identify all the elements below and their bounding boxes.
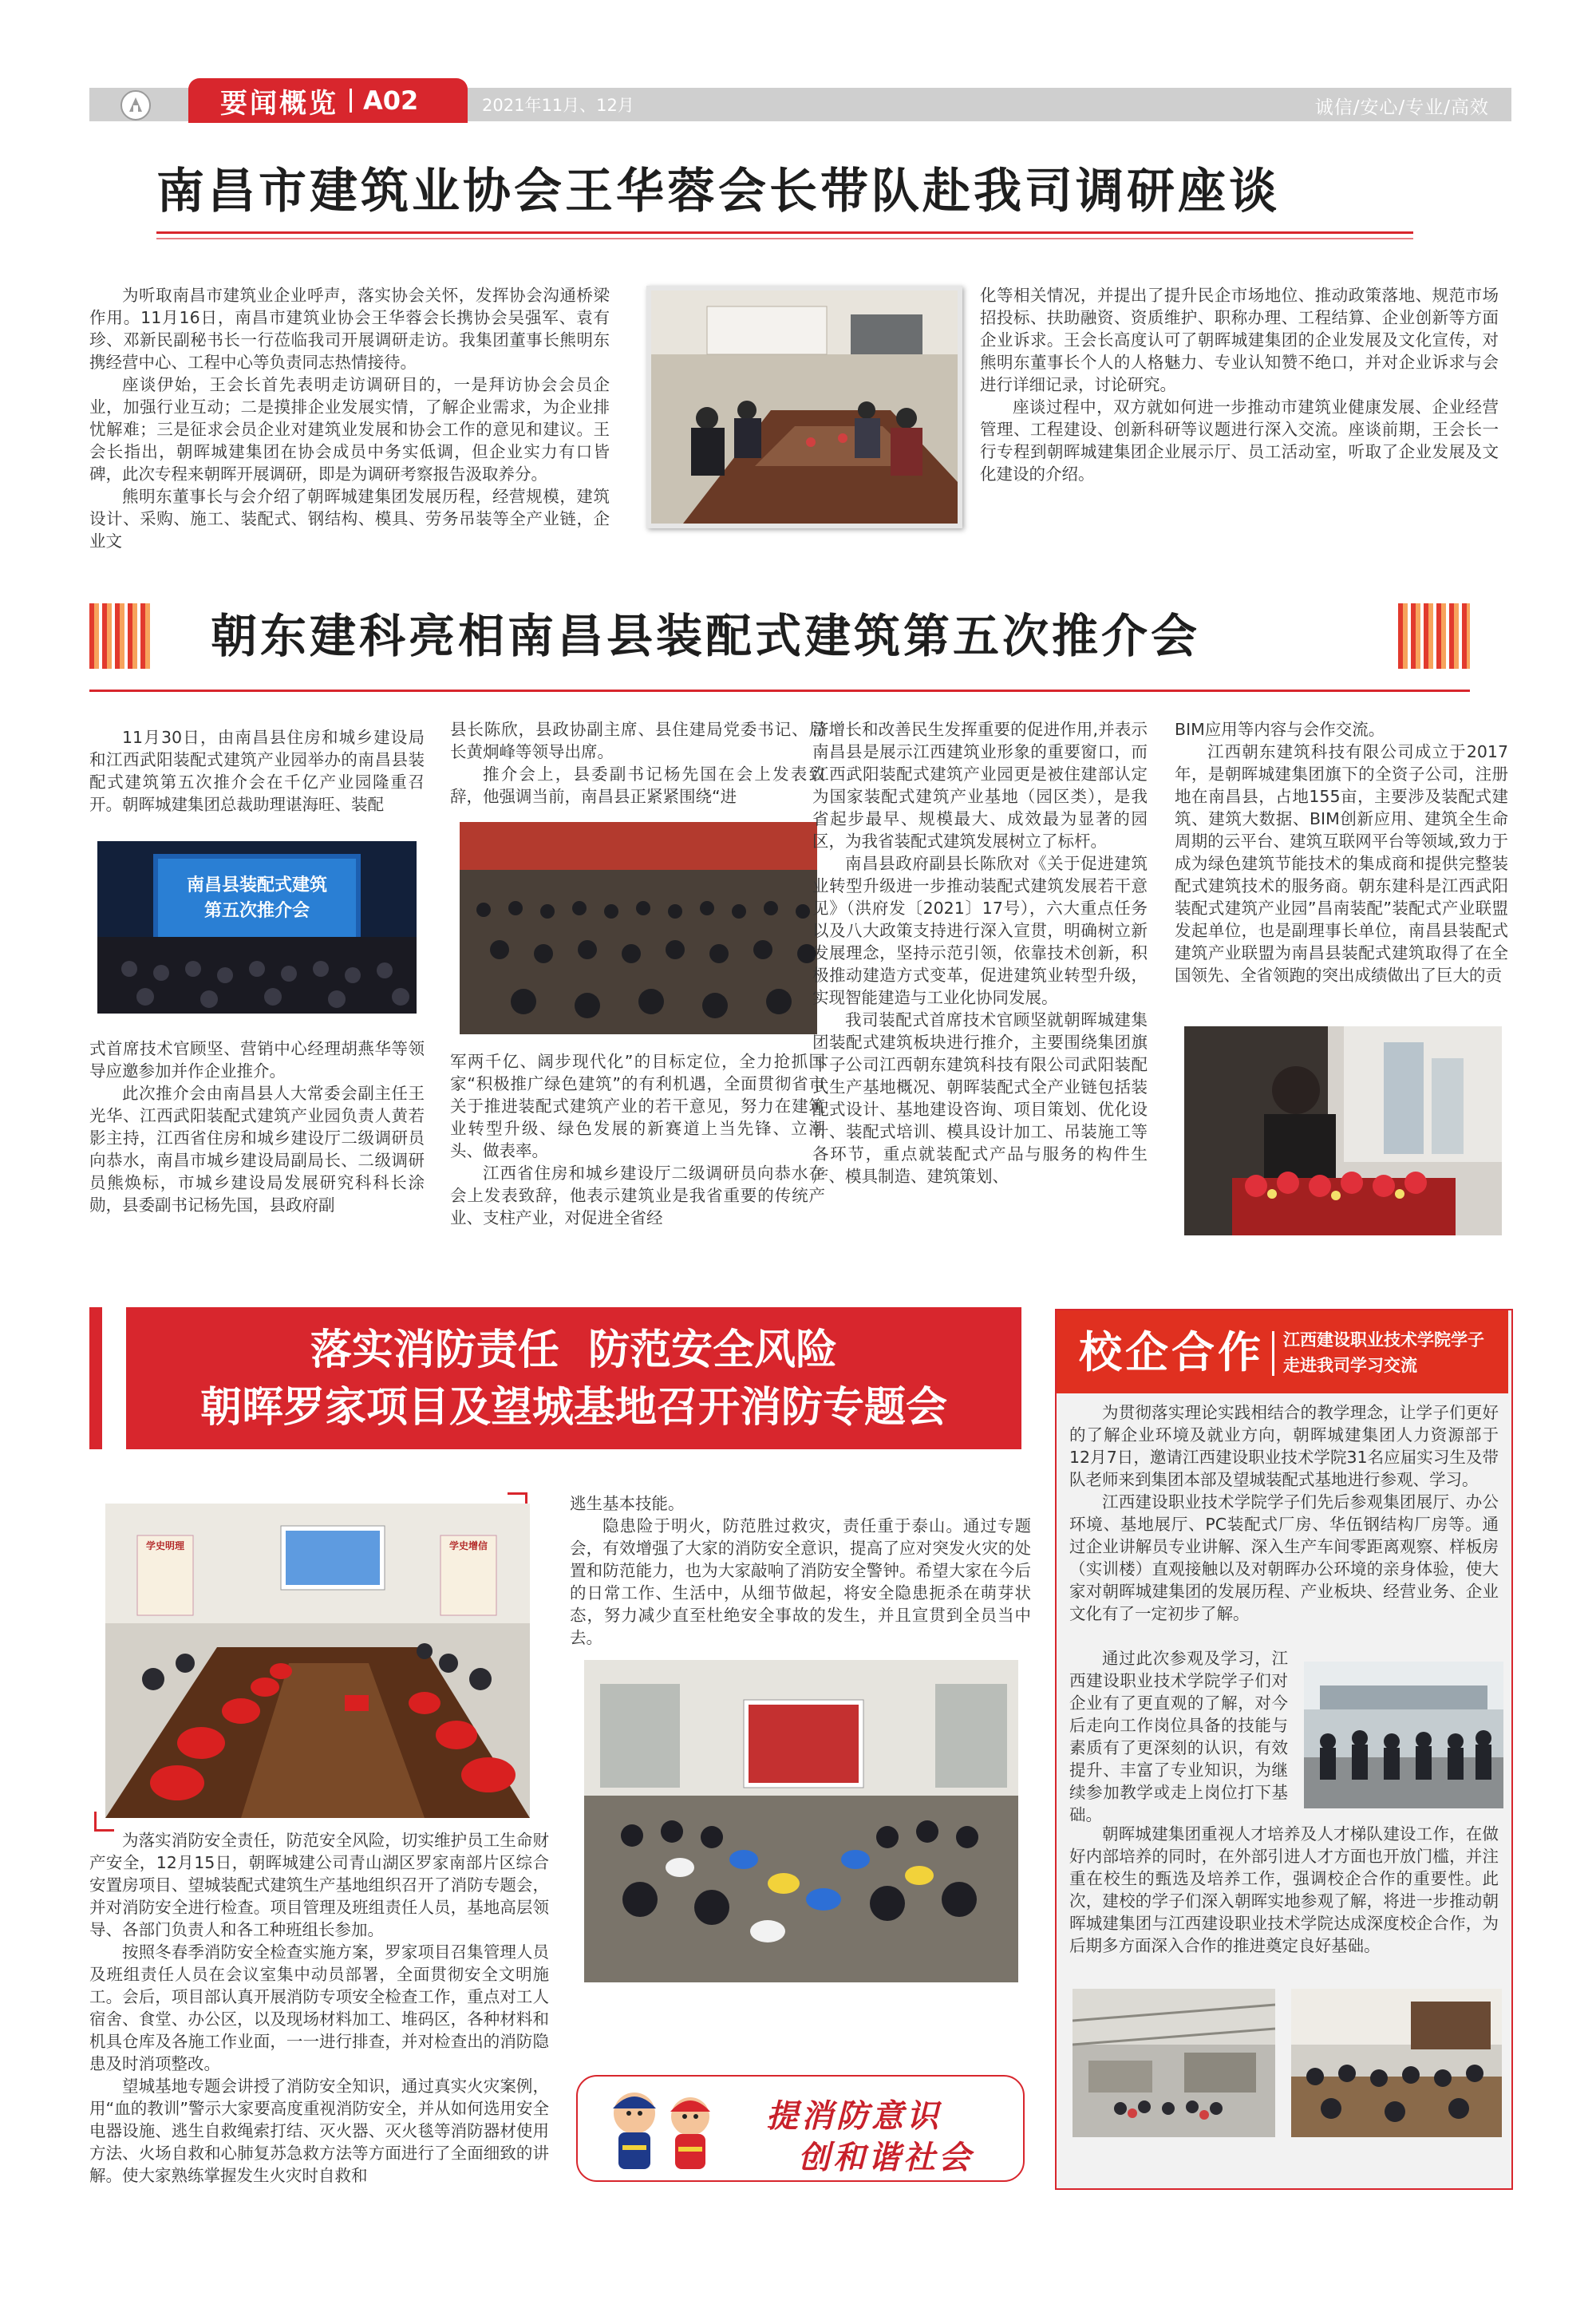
article3-column-1 (89, 1829, 549, 2187)
photo-conference-hall-screen (97, 841, 417, 1014)
photo-speaker-at-podium (1184, 1026, 1502, 1235)
paragraph: 隐患险于明火，防范胜过救灾，责任重于泰山。通过专题会，有效增强了大家的消防安全意识，提高了应对突发火灾的处置和防范能力，也为大家敲响了消防安全警钟。希望大家在今后的日常工作、生活中，从细节做起，将安全隐患扼杀在萌芽状态，努力减少直至杜绝安全事故的发生，并且宣贯到全员当中去。 (570, 1516, 1031, 1647)
article4-text-top (1069, 1401, 1499, 1625)
badge-divider (1272, 1331, 1274, 1376)
article2-column-2-cont (450, 1050, 825, 1229)
photo-meeting-room-seminar (646, 286, 962, 528)
photo-classroom-lecture (1291, 1989, 1502, 2137)
section-name: 要闻概览 (220, 87, 338, 120)
paragraph: 江西建设职业技术学院学子们先后参观集团展厅、办公环境、基地展厅、PC装配式厂房、华伍钢结构厂房等。通过企业讲解员专业讲解、深入生产车间零距离观察、样板房（实训楼）直观接触以及对朝晖办公环境的亲身体验，使大家对朝晖城建集团的发展历程、产业板块、经营业务、企业文化有了一定初步了解。 (1069, 1492, 1499, 1623)
photo-conference-audience (460, 822, 817, 1034)
photo-students-visiting-showroom (1304, 1662, 1503, 1808)
section-tab (188, 78, 468, 123)
paragraph: 朝晖城建集团重视人才培养及人才梯队建设工作，在做好内部培养的同时，在外部引进人才方面也开放门槛，并注重在校生的甄选及培养工作，强调校企合作的重要性。此次，建校的学子们深入朝晖实地参观了解，将进一步推动朝晖城建集团与江西建设职业技术学院达成深度校企合作，为后期多方面深入合作的推进奠定良好基础。 (1069, 1824, 1499, 1955)
article3-title-banner (89, 1307, 1031, 1449)
paragraph: 推介会上，县委副书记杨先国在会上发表致辞，他强调当前，南昌县正紧紧围绕“进 (450, 765, 825, 806)
paragraph: 通过此次参观及学习，江西建设职业技术学院学子们对企业有了更直观的了解，对今后走向工作岗位具备的技能与素质有了更深刻的认识，有效提升、丰富了专业知识，为继续参加教学或走上岗位打下基础。 (1069, 1649, 1288, 1824)
photo-factory-workshop (1073, 1989, 1275, 2137)
photo-fire-training-room (584, 1660, 1018, 1982)
article2-column-1 (89, 726, 425, 816)
header-slogan: 诚信/安心/专业/高效 (1314, 97, 1489, 118)
paragraph: 我司装配式首席技术官顾坚就朝晖城建集团装配式建筑板块进行推介，主要围绕集团旗下子公司江西朝东建筑科技有限公司武阳装配式生产基地概况、朝晖装配式全产业链包括装配式设计、基地建设咨询、项目策划、优化设计、装配式培训、模具设计加工、吊装施工等各环节，重点就装配式产品与服务的构件生产、模具制造、建筑策划、 (812, 1010, 1148, 1186)
paragraph: 军两千亿、阔步现代化”的目标定位，全力抢抓国家“积极推广绿色建筑”的有利机遇，全面贯彻省市关于推进装配式建筑产业的若干意见，努力在建筑业转型升级、绿色发展的新赛道上当先锋、立潮头、做表率。 (450, 1052, 825, 1160)
box-subtitle-line2: 走进我司学习交流 (1283, 1356, 1417, 1375)
fire-safety-slogan-banner (576, 2075, 1025, 2182)
article2-title: 朝东建科亮相南昌县装配式建筑第五次推介会 (211, 609, 1201, 663)
article4-text-narrow (1069, 1647, 1288, 1826)
paragraph: 化等相关情况，并提出了提升民企市场地位、推动政策落地、规范市场招投标、扶助融资、资质维护、职称办理、工程结算、企业创新等方面企业诉求。王会长高度认可了朝晖城建集团的企业发展及文化宣传，对熊明东董事长个人的人格魅力、专业认知赞不绝口，并对企业诉求与会进行详细记录，讨论研究。 (980, 286, 1499, 394)
banner-right-text: 学史增信 (448, 1540, 488, 1551)
paragraph: 式首席技术官顾坚、营销中心经理胡燕华等领导应邀参加并作企业推介。 (89, 1039, 425, 1081)
paragraph: 座谈伊始，王会长首先表明走访调研目的，一是拜访协会会员企业，加强行业互动；二是摸排企业发展实情，了解企业需求，为企业排忧解难；三是征求会员企业对建筑业发展和协会工作的意见和建议。王会长指出，朝晖城建集团在协会成员中务实低调，但企业实力有口皆碑，此次专程来朝晖开展调研，即是为调研考察报告汲取养分。 (89, 375, 610, 484)
article3-title-line1: 落实消防责任 防范安全风险 (310, 1326, 838, 1374)
article1-title: 南昌市建筑业协会王华蓉会长带队赴我司调研座谈 (156, 164, 1280, 219)
paragraph: 望城基地专题会讲授了消防安全知识，通过真实火灾案例，用“血的教训”警示大家要高度重视消防安全，并从如何选用安全电器设施、逃生自救绳索打结、灭火器、灭火毯等消防器材使用方法、火场自救和心肺复苏急救方法等方面进行了全面细致的讲解。使大家熟练掌握发生火灾时自救和 (89, 2077, 549, 2185)
paragraph: 江西省住房和城乡建设厅二级调研员向恭水在会上发表致辞，他表示建筑业是我省重要的传统产业、支柱产业，对促进全省经 (450, 1164, 825, 1227)
publication-date: 2021年11月、12月 (482, 96, 634, 115)
tab-divider (350, 89, 352, 113)
paragraph: 济增长和改善民生发挥重要的促进作用,并表示南昌县是展示江西建筑业形象的重要窗口，而江西武阳装配式建筑产业园更是被住建部认定为国家装配式建筑产业基地（园区类），是我省起步最早、规模最大、成效最为显著的园区，为我省装配式建筑发展树立了标杆。 (812, 720, 1148, 851)
paragraph: 逃生基本技能。 (570, 1494, 685, 1513)
banner-side-bar-left (89, 1307, 102, 1449)
article2-column-3 (812, 718, 1148, 1188)
slogan-line2: 创和谐社会 (798, 2139, 974, 2176)
screen-caption-line1: 南昌县装配式建筑 (186, 875, 327, 895)
box-badge: 校企合作 (1079, 1327, 1264, 1377)
company-logo-icon (120, 89, 152, 121)
paragraph: 熊明东董事长与会介绍了朝晖城建集团发展历程，经营规模，建筑设计、采购、施工、装配式、钢结构、模具、劳务吊装等全产业链，企业文 (89, 487, 610, 551)
article2-column-2 (450, 718, 825, 808)
article4-text-bottom (1069, 1823, 1499, 1957)
title-stripes-right (1398, 603, 1470, 669)
paragraph: 县长陈欣，县政协副主席、县住建局党委书记、局长黄炯峰等领导出席。 (450, 720, 825, 761)
paragraph: 为听取南昌市建筑业企业呼声，落实协会关怀，发挥协会沟通桥梁作用。11月16日，南昌市建筑业协会王华蓉会长携协会吴强军、袁有珍、邓新民副秘书长一行莅临我司开展调研走访。我集团董事长熊明东携经营中心、工程中心等负责同志热情接待。 (89, 286, 610, 372)
paragraph: 11月30日，由南昌县住房和城乡建设局和江西武阳装配式建筑产业园举办的南昌县装配式建筑第五次推介会在千亿产业园隆重召开。朝晖城建集团总裁助理谌海旺、装配 (89, 728, 425, 814)
paragraph: 此次推介会由南昌县人大常委会副主任王光华、江西武阳装配式建筑产业园负责人黄若影主持，江西省住房和城乡建设厅二级调研员向恭水，南昌市城乡建设局副局长、二级调研员熊焕标，市城乡建设局发展研究科科长涂勋，县委副书记杨先国，县政府副 (89, 1084, 425, 1215)
article1-title-rule-bottom (156, 238, 1413, 239)
article1-column-1 (89, 284, 610, 552)
article2-column-4 (1175, 718, 1508, 986)
article2-title-rule (89, 690, 1470, 692)
article2-column-1-cont (89, 1037, 425, 1216)
paragraph: 座谈过程中，双方就如何进一步推动市建筑业健康发展、企业经营管理、工程建设、创新科研等议题进行深入交流。座谈前期，王会长一行专程到朝晖城建集团企业展示厅、员工活动室，听取了企业发展及文化建设的介绍。 (980, 397, 1499, 484)
article3-title-line2: 朝晖罗家项目及望城基地召开消防专题会 (200, 1384, 947, 1432)
slogan-line1: 提消防意识 (766, 2097, 942, 2135)
box-subtitle-line1: 江西建设职业技术学院学子 (1283, 1330, 1484, 1350)
paragraph: 江西朝东建筑科技有限公司成立于2017年，是朝晖城建集团旗下的全资子公司，注册地在南昌县，占地155亩，主要涉及装配式建筑、建筑大数据、BIM创新应用、建筑全生命周期的云平台、建筑互联网平台等领域,致力于成为绿色建筑节能技术的集成商和提供完整装配式建筑技术的服务商。朝东建科是江西武阳装配式建筑产业园”昌南装配”装配式产业联盟发起单位，也是副理事长单位，南昌县装配式建筑产业联盟为南昌县装配式建筑取得了在全国领先、全省领跑的突出成绩做出了巨大的贡 (1175, 742, 1508, 985)
page-code: A02 (363, 85, 419, 116)
title-stripes-left (89, 603, 153, 669)
banner-left-text: 学史明理 (145, 1540, 184, 1551)
paragraph: 按照冬春季消防安全检查实施方案，罗家项目召集管理人员及班组责任人员在会议室集中动员部署，全面贯彻安全文明施工。会后，项目部认真开展消防专项安全检查工作，重点对工人宿舍、食堂、办公区，以及现场材料加工、堆码区，各种材料和机具仓库及各施工作业面，一一进行排查，并对检查出的消防隐患及时消项整改。 (89, 1942, 549, 2073)
paragraph: 南昌县政府副县长陈欣对《关于促进建筑业转型升级进一步推动装配式建筑发展若干意见》（洪府发〔2021〕17号），六大重点任务以及八大政策支持进行深入宣贯，明确树立新发展理念，坚持示范引领，依靠技术创新，积极推动建造方式变革，促进建筑业转型升级，实现智能建造与工业化协同发展。 (812, 854, 1148, 1007)
photo-fire-safety-meeting (105, 1504, 530, 1818)
article1-title-rule-top (156, 231, 1413, 234)
paragraph: 为贯彻落实理论实践相结合的教学理念，让学子们更好的了解企业环境及就业方向，朝晖城建集团人力资源部于12月7日，邀请江西建设职业技术学院31名应届实习生及带队老师来到集团本部及望城装配式基地进行参观、学习。 (1069, 1403, 1499, 1489)
firefighter-mascot-icon (591, 2081, 734, 2177)
paragraph: BIM应用等内容与会作交流。 (1175, 720, 1385, 739)
paragraph: 为落实消防安全责任，防范安全风险，切实维护员工生命财产安全，12月15日，朝晖城建公司青山湖区罗家南部片区综合安置房项目、望城装配式建筑生产基地组织召开了消防专题会，并对消防安全进行检查。项目管理及班组责任人员，基地高层领导、各部门负责人和各工种班组长参加。 (89, 1831, 549, 1939)
article1-column-3 (980, 284, 1499, 485)
screen-caption-line2: 第五次推介会 (203, 901, 310, 921)
article3-column-2 (570, 1492, 1031, 1649)
